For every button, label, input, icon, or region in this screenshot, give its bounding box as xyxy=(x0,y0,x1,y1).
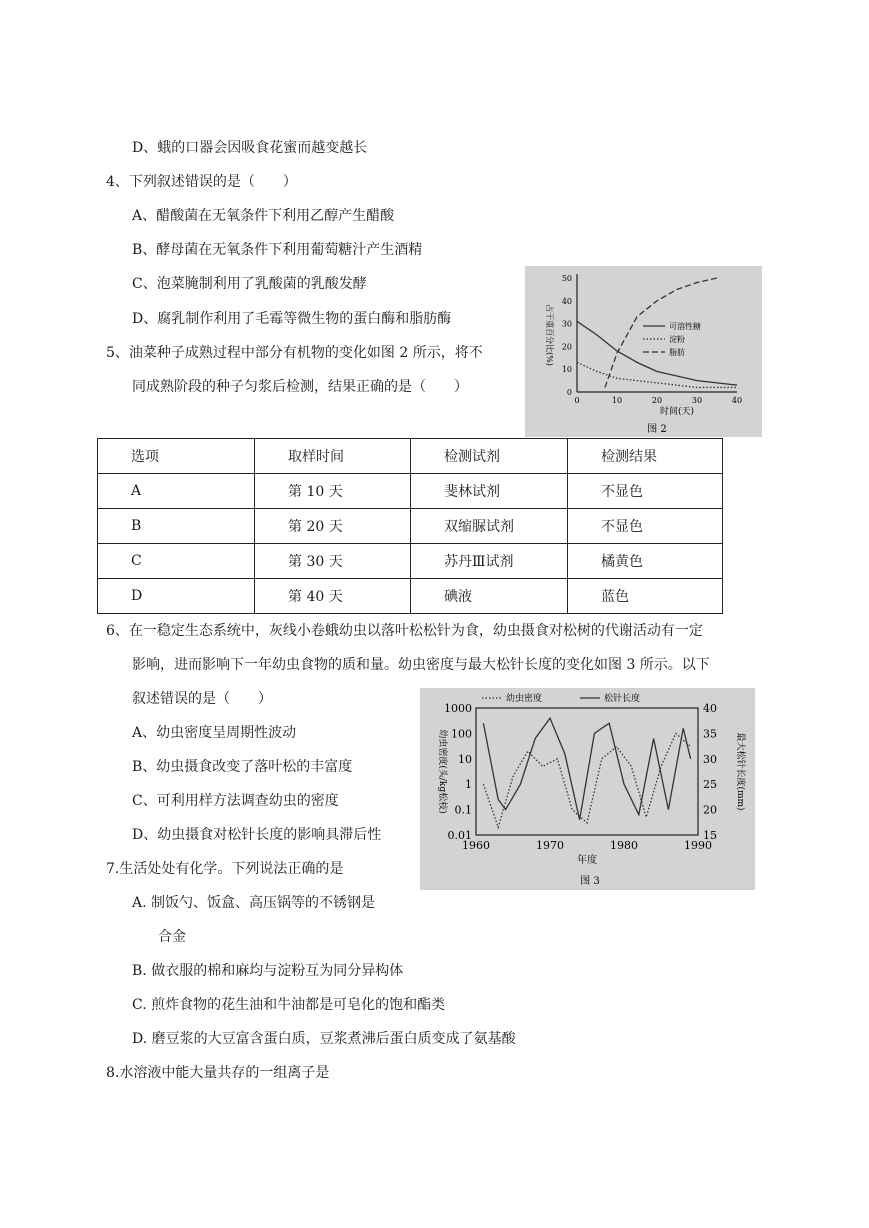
question-5-line-1: 5、油菜种子成熟过程中部分有机物的变化如图 2 所示，将不 xyxy=(106,345,483,361)
figure-3-chart xyxy=(420,688,755,890)
table-cell: 第 30 天 xyxy=(255,544,411,579)
table-cell: 第 20 天 xyxy=(255,509,411,544)
left-tick-label: 0.01 xyxy=(447,829,472,842)
x-tick-label: 1990 xyxy=(684,839,712,852)
question-4: 4、下列叙述错误的是（ ） xyxy=(106,174,297,190)
right-tick-label: 40 xyxy=(703,702,717,715)
answer-table xyxy=(97,438,723,614)
x-axis-label: 时间(天) xyxy=(659,407,695,417)
legend-label: 幼虫密度 xyxy=(506,694,543,704)
question-7: 7.生活处处有化学。下列说法正确的是 xyxy=(106,861,344,877)
table-cell: 斐林试剂 xyxy=(411,474,568,509)
question-6-line-2: 影响，进而影响下一年幼虫食物的质和量。幼虫密度与最大松针长度的变化如图 3 所示。以下 xyxy=(132,657,710,673)
right-tick-label: 20 xyxy=(703,803,717,817)
right-tick-label: 35 xyxy=(703,727,717,741)
table-cell: 第 10 天 xyxy=(255,474,411,509)
table-cell: 橘黄色 xyxy=(568,544,723,579)
q4-option-c: C、泡菜腌制利用了乳酸菌的乳酸发酵 xyxy=(132,276,367,292)
table-cell: 不显色 xyxy=(568,474,723,509)
x-tick-label: 20 xyxy=(651,396,663,405)
table-row xyxy=(98,544,723,579)
question-5-line-2: 同成熟阶段的种子匀浆后检测，结果正确的是（ ） xyxy=(132,379,468,395)
q6-option-b: B、幼虫摄食改变了落叶松的丰富度 xyxy=(132,759,353,775)
right-tick-label: 15 xyxy=(703,829,717,842)
y-tick-label: 0 xyxy=(566,388,572,397)
q7-option-c: C. 煎炸食物的花生油和牛油都是可皂化的饱和酯类 xyxy=(132,997,446,1013)
table-cell: D xyxy=(98,579,255,614)
series-line-2 xyxy=(605,278,717,387)
table-cell: A xyxy=(98,474,255,509)
x-tick-label: 40 xyxy=(731,396,743,405)
table-cell: 第 40 天 xyxy=(255,579,411,614)
table-header-row xyxy=(98,439,723,474)
legend-label: 松针长度 xyxy=(604,694,641,704)
series-line-1 xyxy=(577,362,737,387)
figure-2-chart xyxy=(525,266,762,437)
table-cell: C xyxy=(98,544,255,579)
left-tick-label: 0.1 xyxy=(454,803,472,817)
q7-option-a: A. 制饭勺、饭盒、高压锅等的不锈钢是 xyxy=(132,895,376,911)
table-header-cell: 检测结果 xyxy=(568,439,723,474)
y-tick-label: 40 xyxy=(561,296,572,306)
q4-option-a: A、醋酸菌在无氧条件下利用乙醇产生醋酸 xyxy=(132,208,395,224)
q6-option-c: C、可利用样方法调查幼虫的密度 xyxy=(132,793,339,809)
question-6-line-3: 叙述错误的是（ ） xyxy=(132,691,272,707)
left-tick-label: 10 xyxy=(458,752,472,766)
y-tick-label: 10 xyxy=(561,365,572,375)
figure-caption: 图 3 xyxy=(580,876,600,887)
legend-label: 淀粉 xyxy=(669,335,685,344)
right-axis-label: 最大松针长度(mm) xyxy=(735,732,745,811)
q7-option-b: B. 做衣服的棉和麻均与淀粉互为同分异构体 xyxy=(132,963,404,979)
x-tick-label: 1980 xyxy=(610,839,638,852)
table-cell: 不显色 xyxy=(568,509,723,544)
q7-option-a-cont: 合金 xyxy=(158,929,186,945)
table-header-cell: 取样时间 xyxy=(255,439,411,474)
y-tick-label: 30 xyxy=(561,319,572,329)
series-line-0 xyxy=(577,321,737,385)
x-axis-label: 年度 xyxy=(577,855,597,866)
q4-option-d: D、腐乳制作利用了毛霉等微生物的蛋白酶和脂肪酶 xyxy=(132,311,452,327)
left-tick-label: 1000 xyxy=(444,702,472,715)
series-line-1 xyxy=(483,718,690,820)
table-row xyxy=(98,509,723,544)
figure-3 xyxy=(420,688,755,890)
q6-option-d: D、幼虫摄食对松针长度的影响具滞后性 xyxy=(132,827,382,843)
table-header-cell: 选项 xyxy=(98,439,255,474)
x-tick-label: 0 xyxy=(574,396,580,405)
q4-option-b: B、酵母菌在无氧条件下利用葡萄糖汁产生酒精 xyxy=(132,242,423,258)
figure-caption: 图 2 xyxy=(647,424,667,435)
question-8: 8.水溶液中能大量共存的一组离子是 xyxy=(106,1065,330,1081)
question-6-line-1: 6、在一稳定生态系统中，灰线小卷蛾幼虫以落叶松松针为食，幼虫摄食对松树的代谢活动有一定 xyxy=(106,623,703,639)
table-cell: 苏丹Ⅲ试剂 xyxy=(411,544,568,579)
y-tick-label: 20 xyxy=(561,342,572,352)
table-cell: B xyxy=(98,509,255,544)
table-cell: 双缩脲试剂 xyxy=(411,509,568,544)
x-tick-label: 1960 xyxy=(462,839,490,852)
table-cell: 碘液 xyxy=(411,579,568,614)
x-tick-label: 1970 xyxy=(536,839,564,852)
plot-frame xyxy=(476,708,698,835)
table-row xyxy=(98,579,723,614)
y-tick-label: 50 xyxy=(561,274,572,283)
left-tick-label: 1 xyxy=(465,778,472,792)
table-header-cell: 检测试剂 xyxy=(411,439,568,474)
table-row xyxy=(98,474,723,509)
figure-2 xyxy=(525,266,762,437)
right-tick-label: 25 xyxy=(703,778,717,792)
q3-option-d: D、蛾的口器会因吸食花蜜而越变越长 xyxy=(132,140,368,156)
q7-option-d: D. 磨豆浆的大豆富含蛋白质，豆浆煮沸后蛋白质变成了氨基酸 xyxy=(132,1031,516,1047)
left-tick-label: 100 xyxy=(451,727,472,741)
left-axis-label: 幼虫密度(头/kg松枝) xyxy=(437,729,447,814)
legend-label: 可溶性糖 xyxy=(669,322,701,331)
x-tick-label: 30 xyxy=(691,396,703,405)
legend-label: 脂肪 xyxy=(669,348,685,357)
q6-option-a: A、幼虫密度呈周期性波动 xyxy=(132,725,297,741)
x-tick-label: 10 xyxy=(611,396,623,405)
y-axis-label: 占干重百分比(%) xyxy=(545,304,554,366)
right-tick-label: 30 xyxy=(703,752,717,766)
table-cell: 蓝色 xyxy=(568,579,723,614)
